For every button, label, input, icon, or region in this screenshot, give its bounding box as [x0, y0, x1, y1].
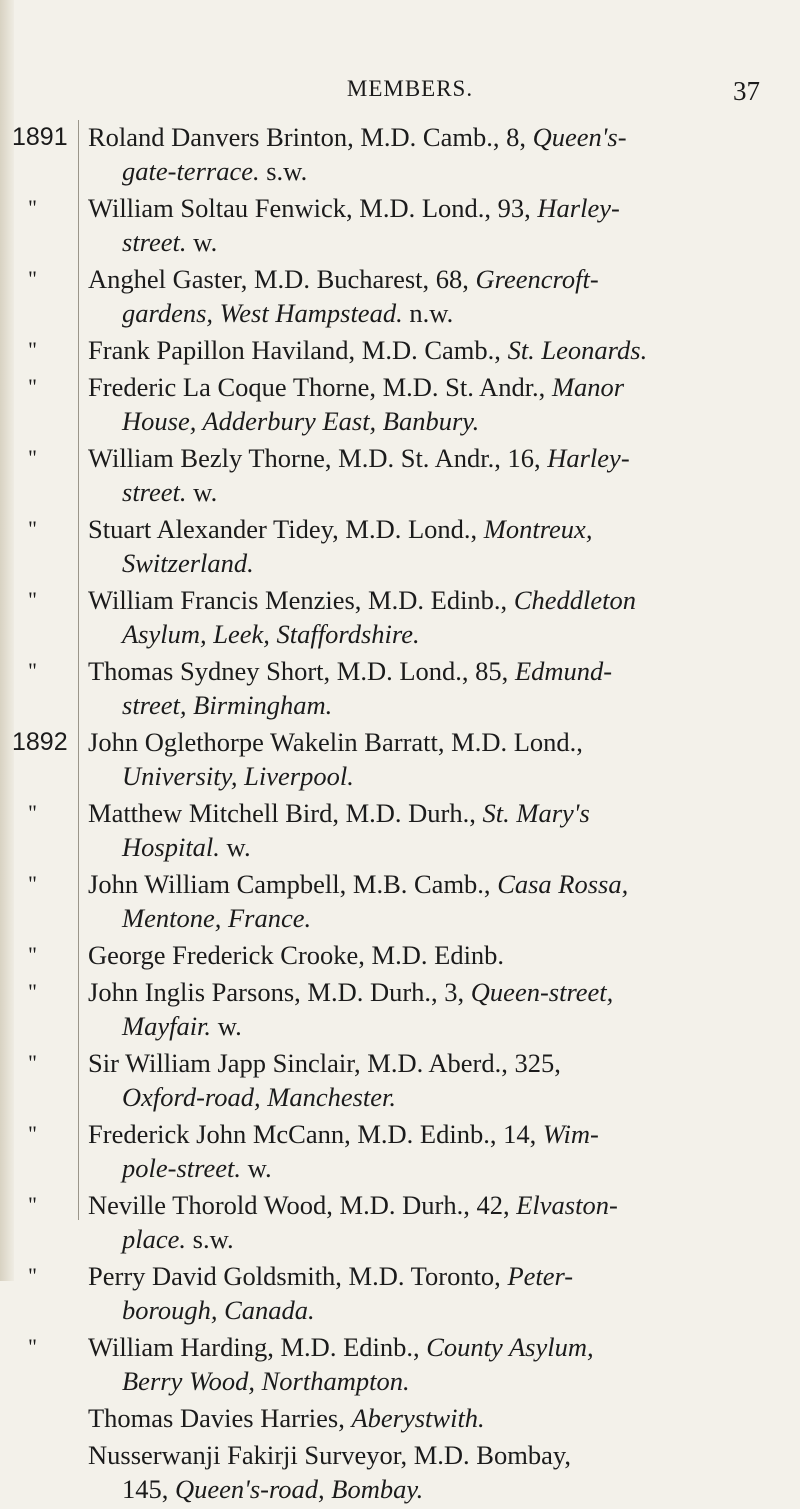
member-name-degree: William Francis Menzies, M.D. Edinb., [88, 585, 508, 615]
election-year: " [28, 1050, 37, 1075]
election-year: " [28, 516, 37, 541]
member-entry [0, 583, 800, 651]
member-address-continued [88, 1293, 768, 1327]
member-text [88, 120, 768, 188]
member-name-degree: William Harding, M.D. Edinb., [88, 1332, 420, 1362]
member-address-italic: street. [122, 227, 187, 257]
member-address: Cheddleton [513, 585, 636, 615]
member-address-italic: Oxford-road, Manchester. [122, 1082, 397, 1112]
member-text [88, 1117, 768, 1185]
member-address: Peter- [507, 1261, 574, 1291]
member-address: Montreux, [483, 514, 593, 544]
member-address-continued [88, 1364, 768, 1398]
member-address-continued [88, 546, 768, 580]
member-address-italic: House, Adderbury East, Banbury. [122, 406, 480, 436]
member-address-italic: street. [122, 477, 187, 507]
member-text [88, 262, 768, 330]
member-name-degree: John Inglis Parsons, M.D. Durh., 3, [88, 977, 465, 1007]
member-address-italic: gate-terrace. [122, 156, 260, 186]
page-header [60, 76, 760, 112]
member-address-continued [88, 404, 768, 438]
member-address: Manor [551, 372, 625, 402]
postal-district: s.w. [192, 1224, 234, 1254]
member-text [88, 1259, 768, 1327]
election-year: " [28, 1192, 37, 1217]
member-entry [0, 333, 800, 367]
postal-district: n.w. [409, 298, 454, 328]
member-address-continued [88, 830, 768, 864]
member-address: County Asylum, [426, 1332, 594, 1362]
member-name-degree: Thomas Davies Harries, [88, 1403, 345, 1433]
member-entry [0, 1438, 800, 1506]
member-list [0, 120, 800, 1509]
election-year: " [28, 374, 37, 399]
member-name-degree: William Soltau Fenwick, M.D. Lond., 93, [88, 193, 531, 223]
member-address-italic: street, Birmingham. [122, 690, 333, 720]
member-address-continued [88, 1009, 768, 1043]
member-text [88, 975, 768, 1043]
election-year: " [28, 195, 37, 220]
member-entry [0, 262, 800, 330]
election-year: 1891 [12, 123, 68, 151]
member-name-degree: Roland Danvers Brinton, M.D. Camb., 8, [88, 122, 526, 152]
member-address: Greencroft- [475, 264, 599, 294]
member-address-italic: Mayfair. [122, 1011, 212, 1041]
member-name-degree: Nusserwanji Fakirji Surveyor, M.D. Bombay, [88, 1440, 572, 1470]
member-name-degree: William Bezly Thorne, M.D. St. Andr., 16, [88, 443, 541, 473]
member-entry [0, 796, 800, 864]
member-entry [0, 1259, 800, 1327]
postal-district: w. [193, 227, 218, 257]
member-address-continued [88, 1222, 768, 1256]
member-address-continued [88, 296, 768, 330]
member-text [88, 796, 768, 864]
postal-district: w. [247, 1153, 272, 1183]
page-number: 37 [733, 76, 760, 106]
member-name-degree: George Frederick Crooke, M.D. Edinb. [88, 940, 505, 970]
member-address: Harley- [537, 193, 620, 223]
election-year: " [28, 1263, 37, 1288]
member-address-italic: Switzerland. [122, 548, 254, 578]
member-address: Elvaston- [516, 1190, 618, 1220]
member-text [88, 1188, 768, 1256]
member-address-italic: Hospital. [122, 832, 220, 862]
member-text [88, 1046, 768, 1114]
postal-district: w. [226, 832, 251, 862]
member-address-italic: University, Liverpool. [122, 761, 354, 791]
street-number: 145, [122, 1474, 169, 1504]
member-text [88, 512, 768, 580]
member-entry [0, 370, 800, 438]
member-address: Queen-street, [470, 977, 614, 1007]
election-year: " [28, 1121, 37, 1146]
member-address: Casa Rossa, [497, 869, 629, 899]
member-address: St. Mary's [482, 798, 590, 828]
member-address-continued [88, 617, 768, 651]
member-address-continued [88, 759, 768, 793]
member-name-degree: Anghel Gaster, M.D. Bucharest, 68, [88, 264, 469, 294]
member-address-italic: borough, Canada. [122, 1295, 315, 1325]
member-entry [0, 512, 800, 580]
election-year: " [28, 1334, 37, 1359]
election-year: " [28, 871, 37, 896]
member-entry [0, 975, 800, 1043]
member-address: Harley- [547, 443, 630, 473]
member-address-italic: pole-street. [122, 1153, 241, 1183]
member-text [88, 1401, 768, 1435]
election-year: " [28, 337, 37, 362]
member-text [88, 1438, 768, 1506]
member-entry [0, 654, 800, 722]
postal-district: w. [193, 477, 218, 507]
member-entry [0, 191, 800, 259]
member-text [88, 370, 768, 438]
member-address: Queen's- [532, 122, 627, 152]
member-entry [0, 1117, 800, 1185]
election-year: " [28, 445, 37, 470]
member-address-italic: Asylum, Leek, Staffordshire. [122, 619, 420, 649]
postal-district: s.w. [266, 156, 308, 186]
member-entry [0, 1330, 800, 1398]
member-name-degree: Neville Thorold Wood, M.D. Durh., 42, [88, 1190, 510, 1220]
member-text [88, 938, 768, 972]
member-entry [0, 1401, 800, 1435]
member-text [88, 583, 768, 651]
member-address-continued [88, 1151, 768, 1185]
member-text [88, 725, 768, 793]
member-address-continued [88, 901, 768, 935]
member-address-continued [88, 225, 768, 259]
member-address-italic: Queen's-road, Bombay. [175, 1474, 424, 1504]
member-address-continued [88, 688, 768, 722]
member-address: Aberystwith. [351, 1403, 485, 1433]
election-year: 1892 [12, 728, 68, 756]
member-name-degree: Perry David Goldsmith, M.D. Toronto, [88, 1261, 501, 1291]
member-address: St. Leonards. [507, 335, 648, 365]
member-address: Edmund- [514, 656, 613, 686]
member-address-continued [88, 1080, 768, 1114]
member-address-continued [88, 475, 768, 509]
member-entry [0, 938, 800, 972]
member-entry [0, 867, 800, 935]
member-name-degree: Frederic La Coque Thorne, M.D. St. Andr., [88, 372, 546, 402]
member-address-continued [88, 154, 768, 188]
member-name-degree: John William Campbell, M.B. Camb., [88, 869, 491, 899]
member-address: Wim- [542, 1119, 599, 1149]
member-name-degree: John Oglethorpe Wakelin Barratt, M.D. Lond., [88, 727, 583, 757]
member-name-degree: Sir William Japp Sinclair, M.D. Aberd., 325, [88, 1048, 561, 1078]
election-year: " [28, 800, 37, 825]
member-text [88, 333, 768, 367]
member-entry [0, 120, 800, 188]
member-name-degree: Frederick John McCann, M.D. Edinb., 14, [88, 1119, 537, 1149]
member-entry [0, 1188, 800, 1256]
member-address-italic: gardens, West Hampstead. [122, 298, 403, 328]
member-address-italic: Berry Wood, Northampton. [122, 1366, 410, 1396]
member-entry [0, 725, 800, 793]
member-name-degree: Thomas Sydney Short, M.D. Lond., 85, [88, 656, 509, 686]
member-address-continued [88, 1472, 768, 1506]
member-entry [0, 1046, 800, 1114]
member-text [88, 654, 768, 722]
member-name-degree: Matthew Mitchell Bird, M.D. Durh., [88, 798, 476, 828]
election-year: " [28, 979, 37, 1004]
election-year: " [28, 658, 37, 683]
member-name-degree: Stuart Alexander Tidey, M.D. Lond., [88, 514, 478, 544]
member-name-degree: Frank Papillon Haviland, M.D. Camb., [88, 335, 501, 365]
running-title: MEMBERS. [346, 76, 474, 101]
election-year: " [28, 266, 37, 291]
election-year: " [28, 942, 37, 967]
member-text [88, 191, 768, 259]
member-entry [0, 441, 800, 509]
member-text [88, 1330, 768, 1398]
member-address-italic: Mentone, France. [122, 903, 312, 933]
member-text [88, 441, 768, 509]
member-text [88, 867, 768, 935]
member-address-italic: place. [122, 1224, 187, 1254]
postal-district: w. [217, 1011, 242, 1041]
election-year: " [28, 587, 37, 612]
